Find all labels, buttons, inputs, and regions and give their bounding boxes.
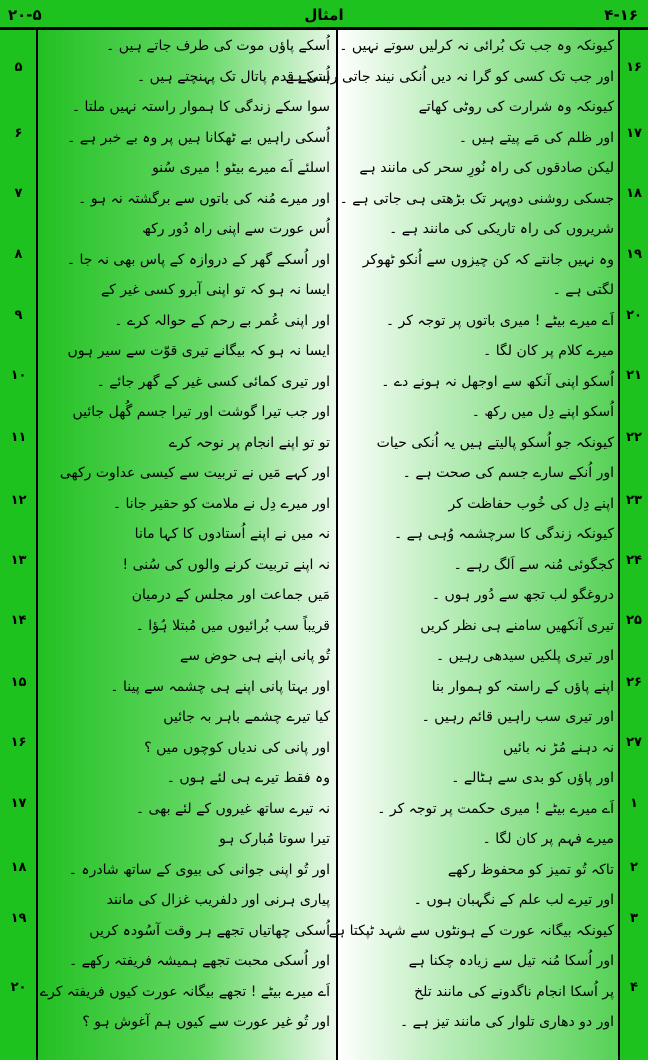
right-line-32: پر اُسکا انجام ناگدونے کی مانند تلخ	[414, 983, 614, 1000]
left-verse-number: ۱۷	[10, 796, 27, 811]
right-line-15: اور اُنکے سارے جسم کی صحت ہے ۔	[402, 465, 614, 481]
right-line-8: وہ نہیں جانتے کہ کن چیزوں سے اُنکو ٹھوکر	[362, 251, 614, 268]
right-line-13: اُسکو اپنے دِل میں رکھ ۔	[471, 404, 614, 420]
right-line-4: اور ظلم کی مَے پیتے ہیں ۔	[458, 129, 614, 146]
right-verse-number: ۱۸	[626, 186, 642, 201]
left-line-19: مَیں جماعت اور مجلس کے درمیان	[131, 587, 330, 603]
left-verse-number: ۱۹	[10, 911, 27, 926]
right-line-23: اور تیری سب راہیں قائم رہیں ۔	[421, 709, 614, 725]
right-line-31: اور اُسکا مُنہ تیل سے زیادہ چکنا ہے	[408, 953, 614, 969]
left-line-29: پیاری ہرنی اور دلفریب غزال کی مانند	[106, 892, 330, 908]
left-verse-number: ۱۵	[10, 675, 27, 690]
left-line-15: اور کہے مَیں نے تربیت سے کیسی عداوت رکھی	[59, 465, 330, 481]
right-line-30: کیونکہ بیگانہ عورت کے ہونٹوں سے شہد ٹپکتا ہے	[328, 922, 614, 939]
right-line-26: اَے میرے بیٹے ! میری حکمت پر توجہ کر ۔	[377, 800, 614, 817]
right-verse-number: ۲۷	[626, 735, 642, 750]
right-line-9: لگتی ہے ۔	[552, 282, 614, 298]
right-verse-number: ۲۴	[626, 553, 642, 568]
right-verse-number: ۳	[630, 911, 638, 926]
right-line-2: اور جب تک کسی کو گرا نہ دیں اُنکی نیند جاتی رہتی ہے	[285, 68, 614, 85]
page-header	[0, 0, 648, 30]
right-line-18: کجگوئی مُنہ سے اَلگ رہے ۔	[453, 556, 614, 573]
left-line-14: تو تو اپنے انجام پر نوحہ کرے	[168, 434, 330, 451]
right-verse-number-column	[620, 30, 648, 1060]
right-line-16: اپنے دِل کی خُوب حفاظت کر	[448, 495, 614, 512]
left-verse-number: ۱۰	[10, 368, 27, 383]
right-line-25: اور پاؤں کو بدی سے ہٹالے ۔	[451, 770, 614, 786]
right-line-5: لیکن صادقوں کی راہ نُورِ سحر کی مانند ہے	[359, 160, 614, 176]
header-verse-range-right: ۴-۱۶	[604, 6, 638, 24]
left-line-20: قریباً سب بُرائیوں میں مُبتلا ہُؤا ۔	[135, 617, 330, 634]
left-line-1: اُسکے پاؤں موت کی طرف جاتے ہیں ۔	[106, 38, 330, 54]
right-line-17: کیونکہ زندگی کا سرچشمہ وُہی ہے ۔	[393, 526, 614, 542]
right-line-22: اپنے پاؤں کے راستہ کو ہموار بنا	[431, 678, 614, 695]
right-verse-number: ۲۱	[626, 368, 642, 383]
left-line-5: اسلئے اَے میرے بیٹو ! میری سُنو	[152, 160, 330, 176]
right-line-7: شریروں کی راہ تاریکی کی مانند ہے ۔	[389, 221, 614, 237]
right-verse-number: ۲۶	[626, 675, 642, 690]
right-line-33: اور دو دھاری تلوار کی مانند تیز ہے ۔	[399, 1014, 614, 1030]
text-body	[0, 30, 648, 1060]
header-book-title: امثال	[304, 6, 344, 24]
right-verse-number: ۲۵	[626, 613, 642, 628]
right-verse-number: ۱۷	[626, 126, 642, 141]
left-verse-number: ۵	[14, 60, 23, 75]
left-verse-number: ۱۲	[10, 493, 27, 508]
right-line-3: کیونکہ وہ شرارت کی روٹی کھاتے	[418, 99, 614, 115]
right-line-12: اُسکو اپنی آنکھ سے اوجھل نہ ہونے دے ۔	[381, 373, 614, 390]
right-line-29: اور تیرے لب علم کے نگہبان ہوں ۔	[413, 892, 614, 908]
right-line-27: میرے فہم پر کان لگا ۔	[482, 831, 614, 847]
right-verse-number: ۱	[630, 796, 638, 811]
left-line-21: تُو پانی اپنے ہی حوض سے	[180, 648, 330, 664]
right-verse-number: ۲۰	[626, 308, 642, 323]
left-line-30: اُسکی چھاتیاں تجھے ہر وقت آسُودہ کریں	[89, 922, 330, 939]
right-verse-number: ۲	[630, 860, 638, 875]
right-verse-number: ۱۶	[626, 60, 642, 75]
left-verse-number: ۲۰	[10, 980, 27, 995]
left-verse-number: ۸	[14, 247, 23, 262]
right-line-11: میرے کلام پر کان لگا ۔	[483, 343, 614, 359]
right-line-24: نہ دہنے مُڑ نہ بائیں	[502, 739, 614, 756]
right-verse-number: ۲۲	[626, 430, 642, 445]
header-verse-range-left: ۲۰-۵	[8, 6, 42, 24]
left-line-9: ایسا نہ ہو کہ تو اپنی آبرو کسی غیر کے	[100, 282, 330, 298]
left-verse-number: ۷	[14, 186, 23, 201]
left-verse-number: ۱۶	[10, 735, 27, 750]
left-line-27: تیرا سوتا مُبارک ہو	[219, 831, 330, 847]
left-verse-number: ۱۸	[10, 860, 27, 875]
left-line-31: اور اُسکی محبت تجھے ہمیشہ فریفتہ رکھے ۔	[68, 953, 330, 969]
right-line-28: تاکہ تُو تمیز کو محفوظ رکھے	[447, 861, 614, 878]
left-line-8: اور اُسکے گھر کے دروازہ کے پاس بھی نہ جا ۔	[66, 251, 330, 268]
left-line-13: اور جب تیرا گوشت اور تیرا جسم گُھل جائیں	[72, 404, 330, 420]
left-line-22: اور بہتا پانی اپنے ہی چشمہ سے پینا ۔	[110, 678, 330, 695]
left-verse-number: ۱۴	[10, 613, 27, 628]
right-line-20: تیری آنکھیں سامنے ہی نظر کریں	[420, 617, 614, 634]
left-line-11: ایسا نہ ہو کہ بیگانے تیری قوّت سے سیر ہوں	[67, 343, 330, 359]
left-line-12: اور تیری کمائی کسی غیر کے گھر جائے ۔	[96, 373, 330, 390]
left-line-26: نہ تیرے ساتھ غیروں کے لئے بھی ۔	[135, 800, 330, 817]
left-line-2: اُسکے قدم پاتال تک پہنچتے ہیں ۔	[137, 68, 330, 85]
left-verse-number: ۱۱	[10, 430, 27, 445]
right-verse-number: ۲۳	[626, 493, 642, 508]
left-line-16: اور میرے دِل نے ملامت کو حقیر جانا ۔	[112, 495, 330, 512]
right-line-6: جسکی روشنی دوپہر تک بڑھتی ہی جاتی ہے ۔	[339, 190, 614, 207]
left-line-24: اور پانی کی ندیاں کوچوں میں ؟	[144, 739, 330, 756]
left-line-17: نہ میں نے اپنے اُستادوں کا کہا مانا	[134, 526, 330, 542]
left-verse-number: ۶	[14, 126, 23, 141]
left-line-23: کیا تیرے چشمے باہر بہ جائیں	[163, 709, 330, 725]
right-line-21: اور تیری پلکیں سیدھی رہیں ۔	[435, 648, 614, 664]
right-line-1: کیونکہ وہ جب تک بُرائی نہ کرلیں سوتے نہیں ۔	[339, 38, 614, 54]
left-verse-number: ۱۳	[10, 553, 27, 568]
right-line-10: اَے میرے بیٹے ! میری باتوں پر توجہ کر ۔	[385, 312, 614, 329]
left-verse-number-column	[0, 30, 37, 1060]
left-line-28: اور تُو اپنی جوانی کی بیوی کے ساتھ شادرہ ۔	[68, 861, 330, 878]
left-line-33: اور تُو غیر عورت سے کیوں ہم آغوش ہو ؟	[82, 1014, 330, 1030]
left-line-7: اُس عورت سے اپنی راہ دُور رکھ	[142, 221, 330, 237]
left-line-25: وہ فقط تیرے ہی لئے ہوں ۔	[166, 770, 330, 786]
right-verse-number: ۱۹	[626, 247, 642, 262]
left-line-6: اور میرے مُنہ کی باتوں سے برگشتہ نہ ہو ۔	[78, 190, 330, 207]
left-line-10: اور اپنی عُمر بے رحم کے حوالہ کرے ۔	[114, 312, 330, 329]
left-line-32: اَے میرے بیٹے ! تجھے بیگانہ عورت کیوں فریفتہ کرے	[39, 983, 330, 1000]
right-line-14: کیونکہ جو اُسکو پالیتے ہیں یہ اُنکی حیات	[376, 434, 614, 451]
right-line-19: دروغگو لب تجھ سے دُور ہوں ۔	[431, 587, 614, 603]
right-verse-number: ۴	[630, 980, 638, 995]
right-text-column	[285, 30, 618, 1060]
left-verse-number: ۹	[14, 308, 23, 323]
left-line-4: اُسکی راہیں بے ٹھکانا ہیں پر وہ بے خبر ہے ۔	[67, 129, 330, 146]
left-line-3: سوا سکے زندگی کا ہموار راستہ نہیں ملتا ۔	[71, 99, 330, 115]
left-text-column	[38, 30, 336, 1060]
left-line-18: نہ اپنے تربیت کرنے والوں کی سُنی !	[122, 556, 330, 573]
